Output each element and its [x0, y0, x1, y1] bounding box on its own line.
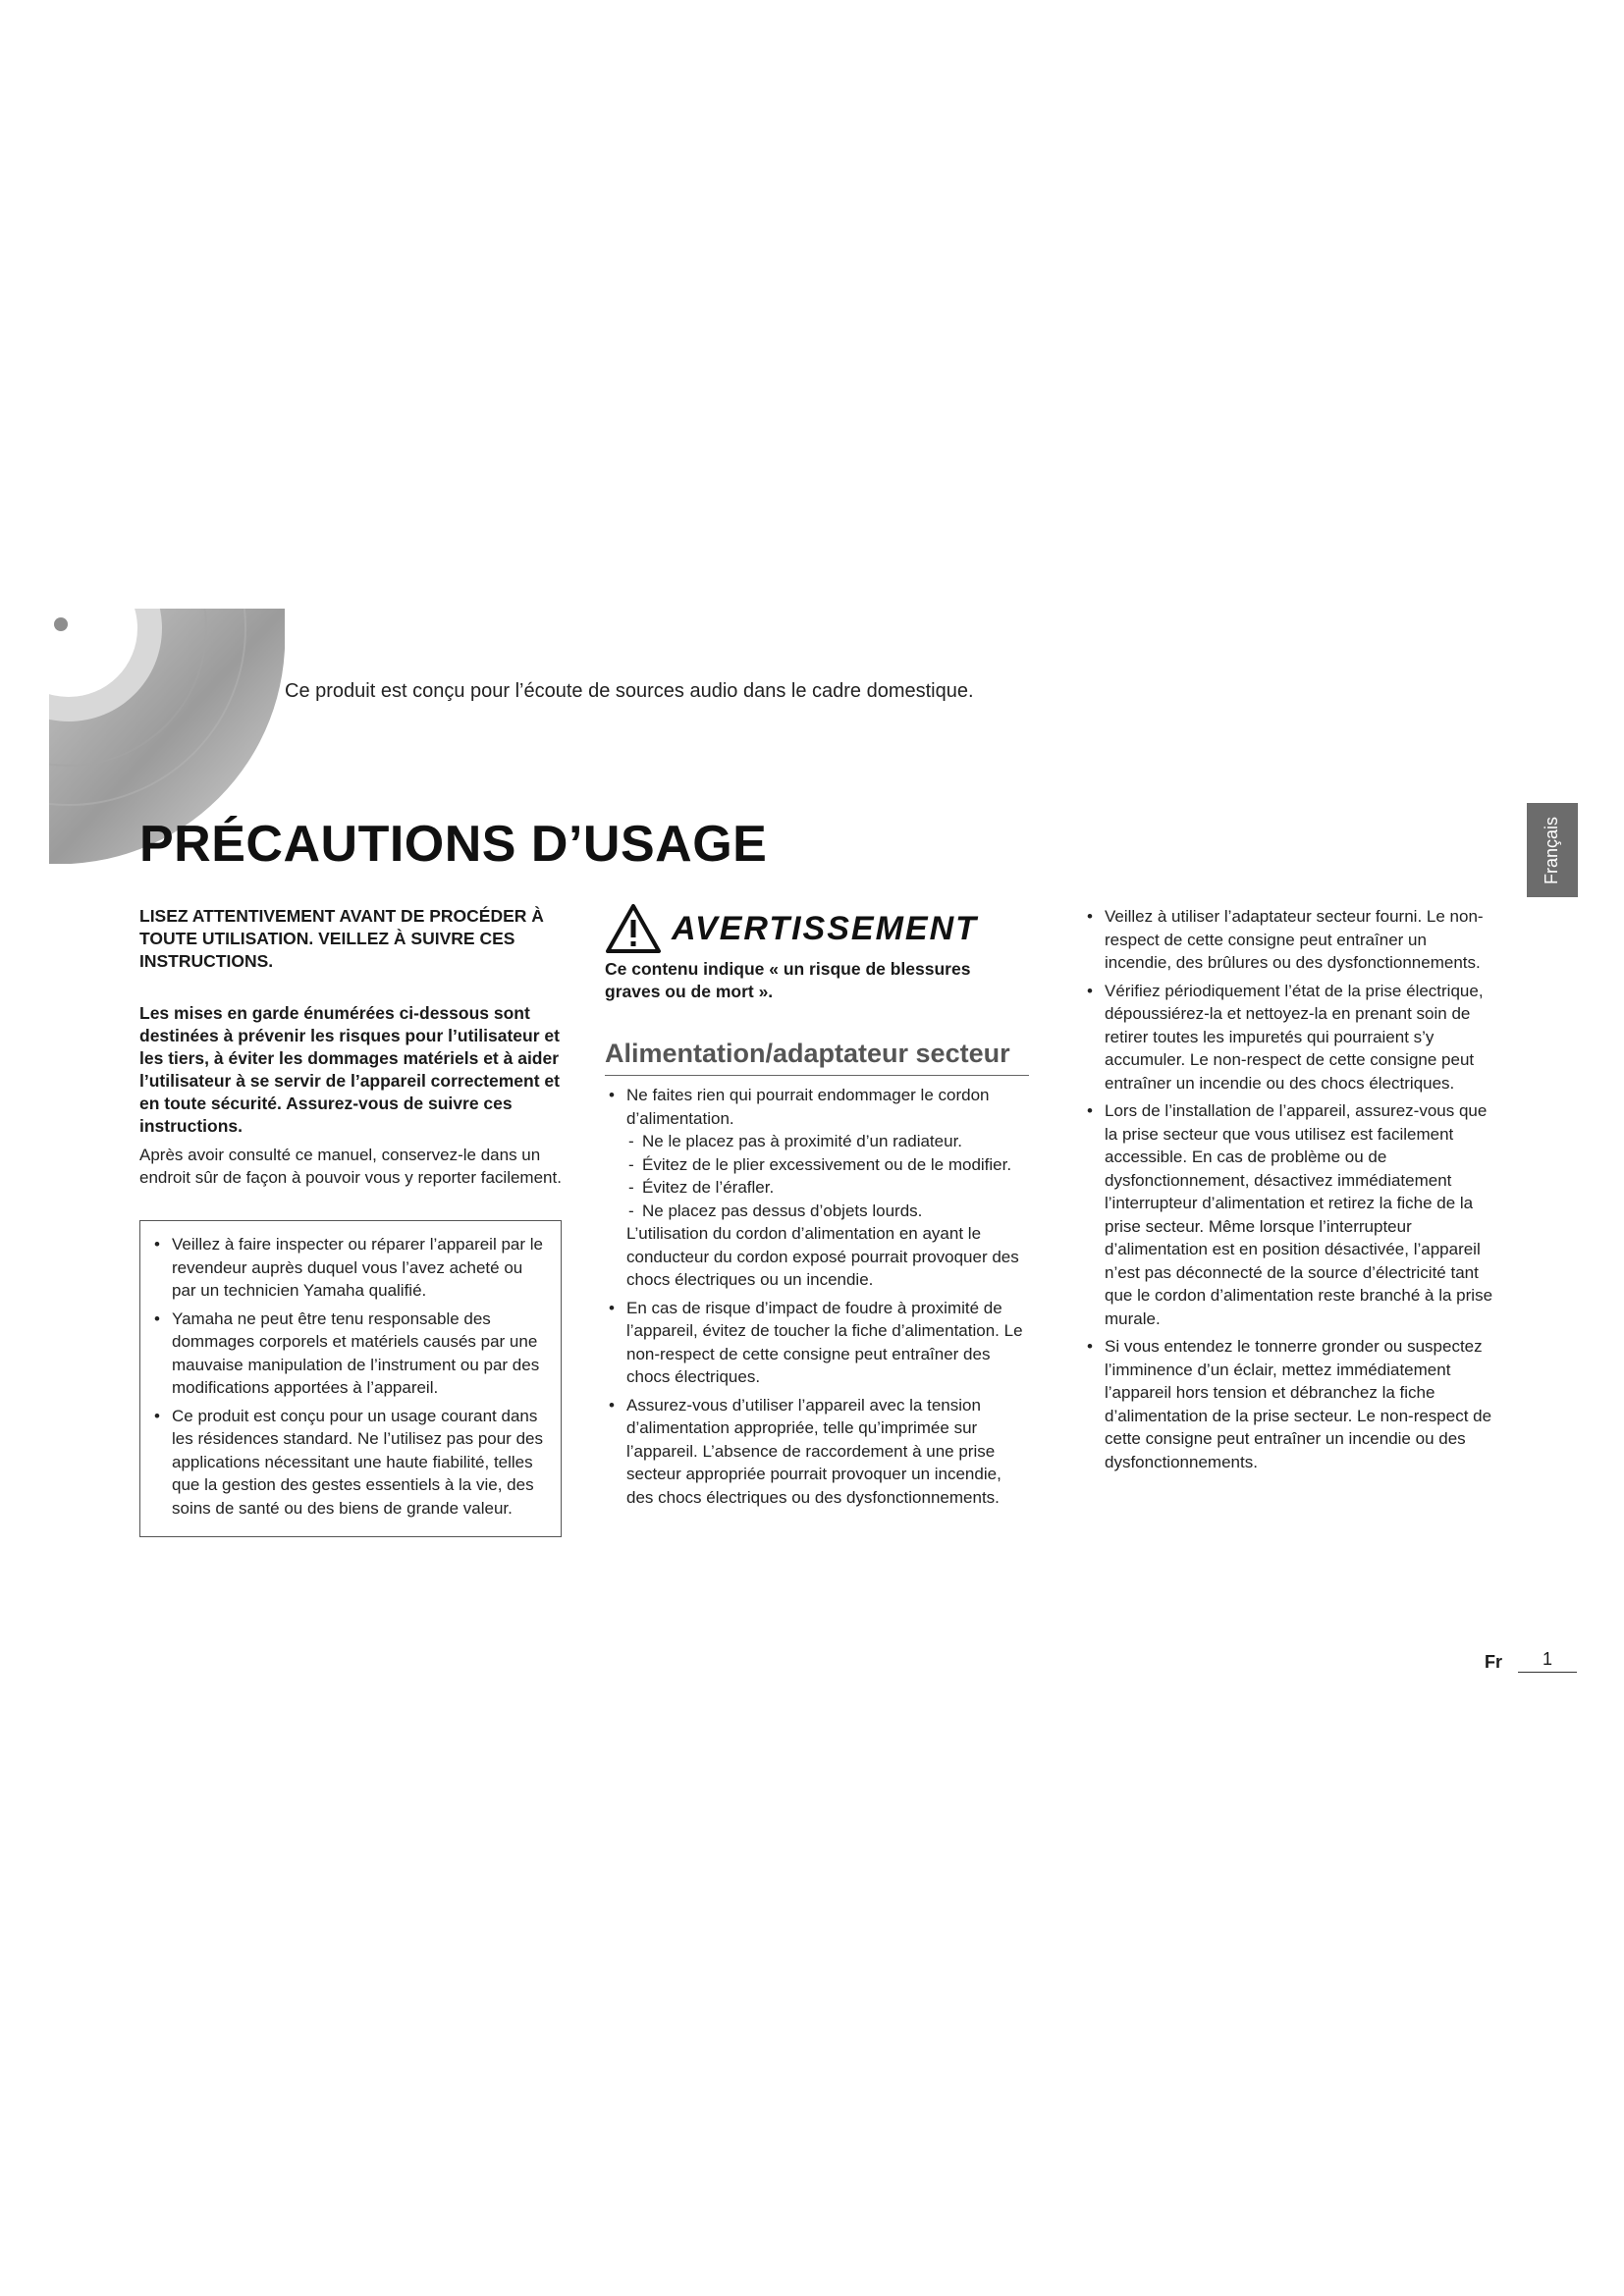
column-1 [139, 905, 562, 1537]
list-item: • Veillez à utiliser l’adaptateur secteur fourni. Le non-respect de cette consigne peut entraîner un incendie, des brûlures ou des dysfonctionnements. [1087, 907, 1484, 972]
section-title: Alimentation/adaptateur secteur [605, 1039, 1029, 1076]
warning-header [605, 903, 1029, 954]
tagline: Ce produit est conçu pour l’écoute de sources audio dans le cadre domestique. [285, 680, 974, 702]
language-tab [1527, 803, 1578, 897]
list-item: • Si vous entendez le tonnerre gronder ou suspectez l’imminence d’un éclair, mettez immédiatement l’appareil hors tension et débranchez la fiche d’alimentation de la prise secteur. Le non-respect de cette consigne peut entraîner un incendie ou des dysfonctionnements. [1087, 1337, 1492, 1471]
sub-item: - Ne le placez pas à proximité d’un radiateur. [628, 1132, 963, 1150]
warning-description: Ce contenu indique « un risque de blessures graves ou de mort ». [605, 959, 971, 1001]
bullet-icon: • [609, 1395, 615, 1415]
bullet-icon: • [609, 1298, 615, 1317]
bullet-icon: • [154, 1235, 160, 1254]
column-3 [1083, 905, 1495, 1478]
page-footer [1485, 1649, 1577, 1673]
warning-triangle-icon [605, 903, 662, 954]
list-item: • Ce produit est conçu pour un usage courant dans les résidences standard. Ne l’utilisez pas pour des applications nécessitant une haute fiabilité, telles que la gestion des gestes essentiels à la vie, des soins de santé ou des biens de grande valeur. [154, 1406, 543, 1518]
keep-manual-note: Après avoir consulté ce manuel, conservez-le dans un endroit sûr de façon à pouvoir vous y reporter facilement. [139, 1146, 562, 1187]
bullet-icon: • [1087, 907, 1093, 926]
sub-item: - Évitez de le plier excessivement ou de le modifier. [628, 1154, 1012, 1174]
page-number: 1 [1518, 1649, 1577, 1673]
safety-intro: Les mises en garde énumérées ci-dessous sont destinées à prévenir les risques pour l’utilisateur et les tiers, à éviter les dommages matériels et à aider l’utilisateur à se servir de l’appareil correctement et en toute sécurité. Assurez-vous de suivre ces instructions. [139, 1003, 560, 1136]
list-item: • Assurez-vous d’utiliser l’appareil avec la tension d’alimentation appropriée, telle qu’imprimée sur l’appareil. L’absence de raccordement à une prise secteur appropriée pourrait provoquer un incendie, des chocs électriques ou des dysfonctionnements. [609, 1395, 1001, 1507]
list-item: • En cas de risque d’impact de foudre à proximité de l’appareil, évitez de toucher la fiche d’alimentation. Le non-respect de cette consigne peut entraîner des chocs électriques. [609, 1298, 1023, 1386]
sub-item: - Évitez de l’érafler. [628, 1178, 775, 1197]
language-code: Fr [1485, 1652, 1502, 1672]
language-tab-label: Français [1542, 816, 1562, 884]
list-item: • Lors de l’installation de l’appareil, assurez-vous que la prise secteur que vous utilisez est facilement accessible. En cas de problème ou de dysfonctionnement, désactivez immédiatement l’interrupteur d’alimentation et retirez la fiche de la prise secteur. Même lorsque l’interrupteur d’alimentation est en position désactivée, l’appareil n’est pas déconnecté de la source d’électricité tant que le cordon d’alimentation reste branché à la prise murale. [1087, 1101, 1493, 1328]
bullet-icon: • [154, 1406, 160, 1425]
list-item: • Ne faites rien qui pourrait endommager le cordon d’alimentation. - Ne le placez pas à proximité d’un radiateur. - Évitez de le plier excessivement ou de le modifier. - Évitez de l’érafler. - Ne placez pas dessus d’objets lourds. L’utilisation du cordon d’alimentation en ayant le conducteur du cordon exposé pourrait provoquer des chocs électriques ou un incendie. [605, 1084, 1029, 1292]
list-item: • Veillez à faire inspecter ou réparer l’appareil par le revendeur auprès duquel vous l’avez acheté ou par un technicien Yamaha qualifié. [154, 1235, 543, 1300]
page-title: PRÉCAUTIONS D’USAGE [139, 816, 768, 873]
list-item: • Vérifiez périodiquement l’état de la prise électrique, dépoussiérez-la et nettoyez-la en prenant soin de retirer toutes les impuretés qui pourraient s’y accumuler. Le non-respect de cette consigne peut entraîner un incendie ou des chocs électriques. [1087, 981, 1484, 1093]
bullet-icon: • [1087, 1337, 1093, 1356]
bullet-icon: • [154, 1308, 160, 1328]
warning-word: AVERTISSEMENT [672, 909, 978, 947]
sub-item: - Ne placez pas dessus d’objets lourds. [628, 1201, 923, 1220]
notice-box [139, 1220, 562, 1537]
bullet-icon: • [1087, 981, 1093, 1000]
bullet-icon: • [609, 1086, 615, 1104]
column-2 [605, 905, 1029, 1514]
list-item: • Yamaha ne peut être tenu responsable des dommages corporels et matériels causés par une mauvaise manipulation de l’instrument ou par des modifications apportées à l’appareil. [154, 1308, 540, 1397]
bullet-icon: • [1087, 1101, 1093, 1120]
read-carefully-notice: LISEZ ATTENTIVEMENT AVANT DE PROCÉDER À TOUTE UTILISATION. VEILLEZ À SUIVRE CES INSTRUCTIONS. [139, 906, 544, 971]
cord-warning: L’utilisation du cordon d’alimentation en ayant le conducteur du cordon exposé pourrait provoquer des chocs électriques ou un incendie. [626, 1224, 1019, 1289]
